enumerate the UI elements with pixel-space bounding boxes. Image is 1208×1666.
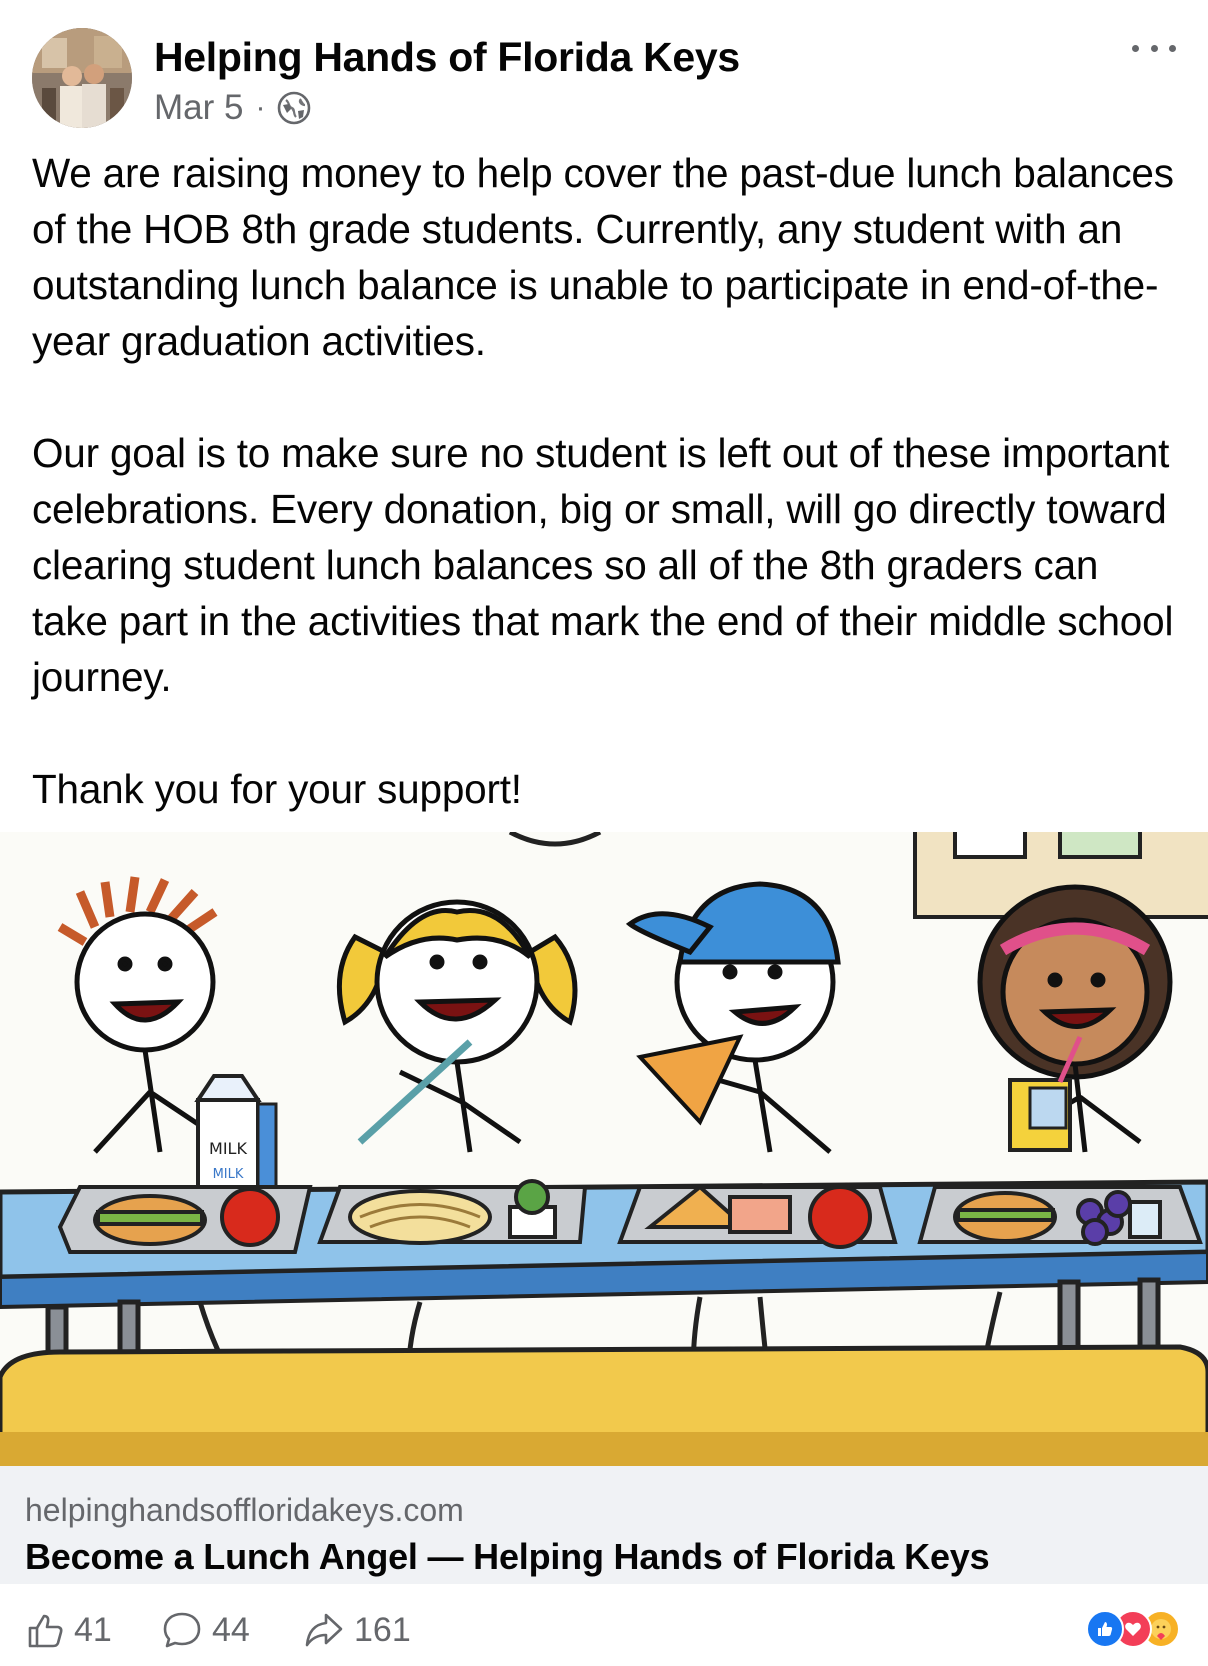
link-preview-meta[interactable] (0, 1466, 1208, 1584)
link-preview-image[interactable] (0, 832, 1208, 1466)
post-paragraph-3: Thank you for your support! (32, 766, 522, 812)
post-paragraph-1: We are raising money to help cover the past-due lunch balances of the HOB 8th grade students. Currently, any student with an outstanding lunch balance is unable to participate in end-of-the-year graduation activities. (32, 150, 1174, 364)
milk-carton-sublabel: MILK (212, 1167, 244, 1182)
page-avatar[interactable] (32, 28, 132, 128)
comment-button[interactable] (162, 1608, 250, 1652)
like-reaction-icon (1086, 1610, 1124, 1648)
comment-icon (162, 1611, 202, 1649)
comment-count: 44 (212, 1610, 250, 1649)
post-body (32, 145, 1182, 817)
page-name[interactable]: Helping Hands of Florida Keys (154, 34, 740, 80)
post-meta (154, 84, 311, 132)
globe-icon (277, 91, 311, 125)
post-paragraph-2: Our goal is to make sure no student is left out of these important celebrations. Every donation, big or small, will go directly toward clearing student lunch balances so all of the 8th graders can take part in the activities that mark the end of their middle school journey. (32, 430, 1174, 700)
link-domain: helpinghandsoffloridakeys.com (25, 1492, 464, 1528)
milk-carton-label: MILK (209, 1139, 247, 1158)
share-button[interactable] (304, 1608, 411, 1652)
share-count: 161 (354, 1610, 411, 1649)
share-icon (304, 1611, 344, 1649)
like-button[interactable] (26, 1608, 112, 1652)
link-title[interactable]: Become a Lunch Angel — Helping Hands of Florida Keys (25, 1536, 990, 1577)
more-options-icon[interactable] (1132, 40, 1176, 56)
link-preview-card[interactable] (0, 832, 1208, 1584)
reaction-summary[interactable] (1086, 1610, 1182, 1650)
post-date[interactable]: Mar 5 (154, 88, 244, 127)
like-count: 41 (74, 1610, 112, 1649)
meta-separator: · (255, 91, 266, 124)
thumbs-up-icon (26, 1611, 64, 1649)
post-header (32, 26, 1182, 130)
post-action-bar (0, 1600, 1208, 1660)
